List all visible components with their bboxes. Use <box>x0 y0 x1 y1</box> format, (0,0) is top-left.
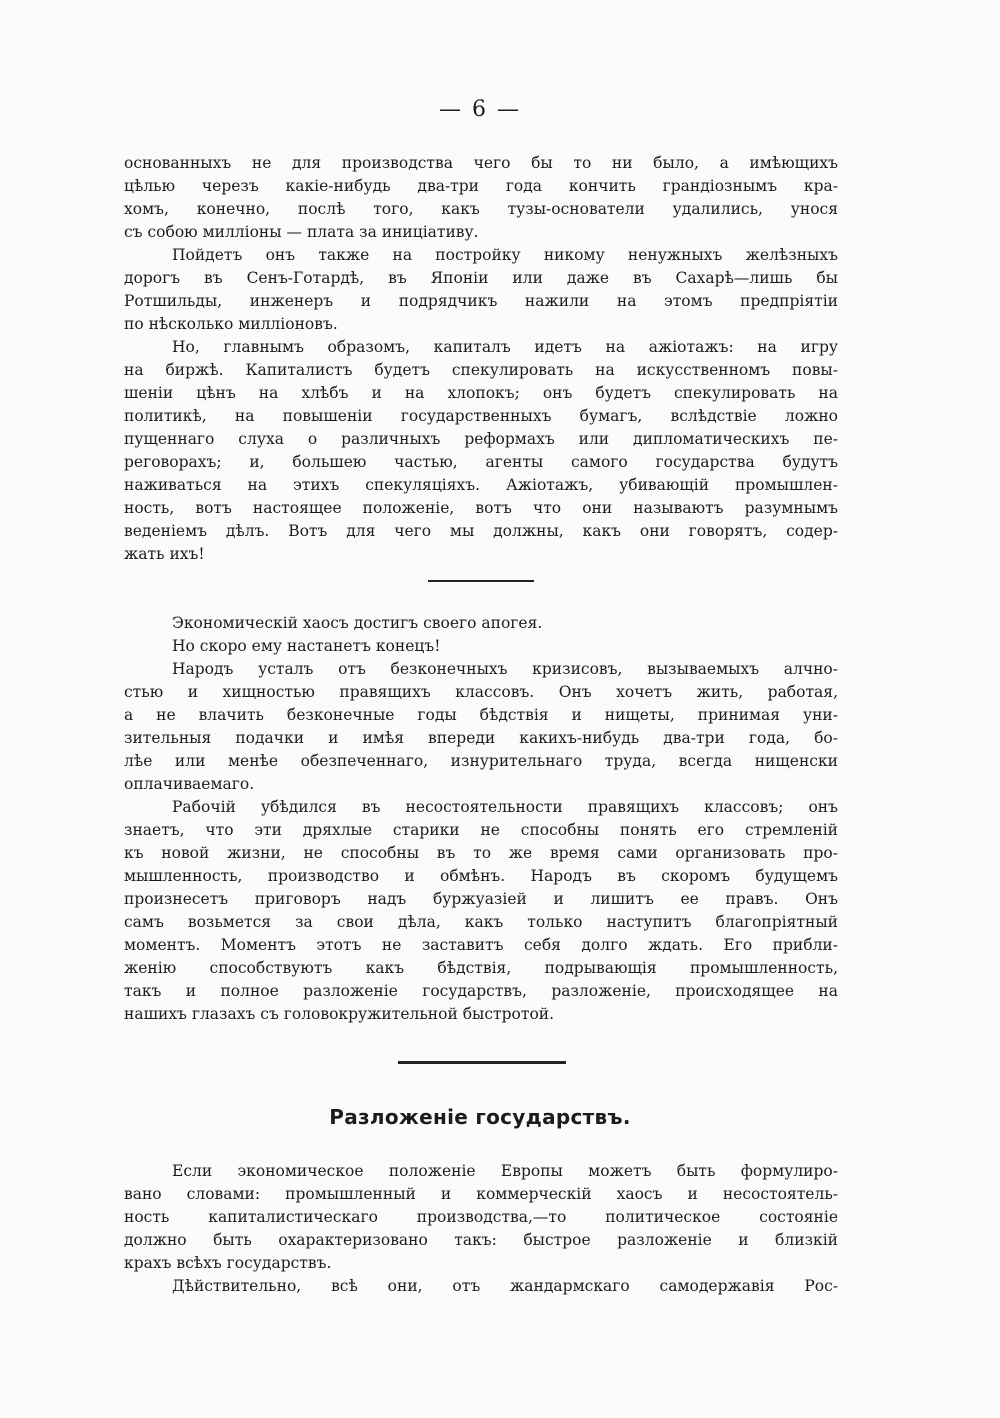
text-line: а не влачить безконечные годы бѣдствія и нищеты, принимая уни- <box>124 706 838 724</box>
text-line: крахъ всѣхъ государствъ. <box>124 1254 332 1272</box>
paragraph-block-2 <box>124 612 838 1026</box>
text-line: знаетъ, что эти дряхлые старики не способны понять его стремленій <box>124 821 838 839</box>
text-line: хомъ, конечно, послѣ того, какъ тузы-основатели удалились, унося <box>124 200 838 218</box>
paragraph-block-1 <box>124 152 838 566</box>
text-line: по нѣсколько милліоновъ. <box>124 315 338 333</box>
paragraph-block-3 <box>124 1160 838 1298</box>
section-heading: Разложеніе государствъ. <box>329 1105 631 1129</box>
text-line: ность капиталистическаго производства,—то политическое состояніе <box>124 1208 838 1226</box>
text-line: Рабочій убѣдился въ несостоятельности правящихъ классовъ; онъ <box>172 798 838 816</box>
text-line: Но скоро ему настанетъ конецъ! <box>172 637 441 655</box>
text-line: мышленность, производство и обмѣнъ. Народъ въ скоромъ будущемъ <box>124 867 838 885</box>
text-line: пущеннаго слуха о различныхъ реформахъ или дипломатическихъ пе- <box>124 430 838 448</box>
separator-rule-long <box>398 1061 566 1064</box>
text-line: основанныхъ не для производства чего бы то ни было, а имѣющихъ <box>124 154 838 172</box>
text-line: наживаться на этихъ спекуляціяхъ. Ажіотажъ, убивающій промышлен- <box>124 476 838 494</box>
separator-rule-short <box>428 580 534 582</box>
text-line: нашихъ глазахъ съ головокружительной быстротой. <box>124 1005 555 1023</box>
text-line: Если экономическое положеніе Европы можетъ быть формулиро- <box>172 1162 838 1180</box>
text-line: лѣе или менѣе обезпеченнаго, изнурительнаго труда, всегда нищенски <box>124 752 838 770</box>
text-line: реговорахъ; и, большею частью, агенты самого государства будутъ <box>124 453 838 471</box>
text-line: Экономическій хаосъ достигъ своего апогея. <box>172 614 543 632</box>
text-line: должно быть охарактеризовано такъ: быстрое разложеніе и близкій <box>124 1231 838 1249</box>
text-line: такъ и полное разложеніе государствъ, разложеніе, происходящее на <box>124 982 838 1000</box>
text-line: шеніи цѣнъ на хлѣбъ и на хлопокъ; онъ будетъ спекулировать на <box>124 384 838 402</box>
text-line: моментъ. Моментъ этотъ не заставитъ себя долго ждать. Его прибли- <box>124 936 838 954</box>
text-line: политикѣ, на повышеніи государственныхъ бумагъ, вслѣдствіе ложно <box>124 407 838 425</box>
text-line: женію способствуютъ какъ бѣдствія, подрывающія промышленность, <box>124 959 838 977</box>
text-line: Дѣйствительно, всѣ они, отъ жандармскаго самодержавія Рос- <box>172 1277 838 1295</box>
text-line: жать ихъ! <box>124 545 205 563</box>
text-line: Пойдетъ онъ также на постройку никому ненужныхъ желѣзныхъ <box>172 246 838 264</box>
text-line: оплачиваемаго. <box>124 775 255 793</box>
text-line: самъ возьмется за свои дѣла, какъ только наступитъ благопріятный <box>124 913 838 931</box>
text-line: произнесетъ приговоръ надъ буржуазіей и лишитъ ее правъ. Онъ <box>124 890 838 908</box>
text-line: къ новой жизни, не способны въ то же время сами организовать про- <box>124 844 838 862</box>
text-line: на биржѣ. Капиталистъ будетъ спекулировать на искусственномъ повы- <box>124 361 838 379</box>
text-line: ность, вотъ настоящее положеніе, вотъ что они называютъ разумнымъ <box>124 499 838 517</box>
text-line: зительныя подачки и имѣя впереди какихъ-нибудь два-три года, бо- <box>124 729 838 747</box>
text-line: стью и хищностью правящихъ классовъ. Онъ хочетъ жить, работая, <box>124 683 838 701</box>
text-line: съ собою милліоны — плата за иниціативу. <box>124 223 479 241</box>
text-line: цѣлью черезъ какіе-нибудь два-три года кончить грандіознымъ кра- <box>124 177 838 195</box>
text-line: Ротшильды, инженеръ и подрядчикъ нажили на этомъ предпріятіи <box>124 292 838 310</box>
text-line: Но, главнымъ образомъ, капиталъ идетъ на ажіотажъ: на игру <box>172 338 838 356</box>
text-line: вано словами: промышленный и коммерческій хаосъ и несостоятель- <box>124 1185 838 1203</box>
page-number: — 6 — <box>439 97 521 122</box>
text-line: Народъ усталъ отъ безконечныхъ кризисовъ, вызываемыхъ алчно- <box>172 660 838 678</box>
text-line: веденіемъ дѣлъ. Вотъ для чего мы должны, какъ они говорятъ, содер- <box>124 522 838 540</box>
text-line: дорогъ въ Сенъ-Готардѣ, въ Японіи или даже въ Сахарѣ—лишь бы <box>124 269 838 287</box>
